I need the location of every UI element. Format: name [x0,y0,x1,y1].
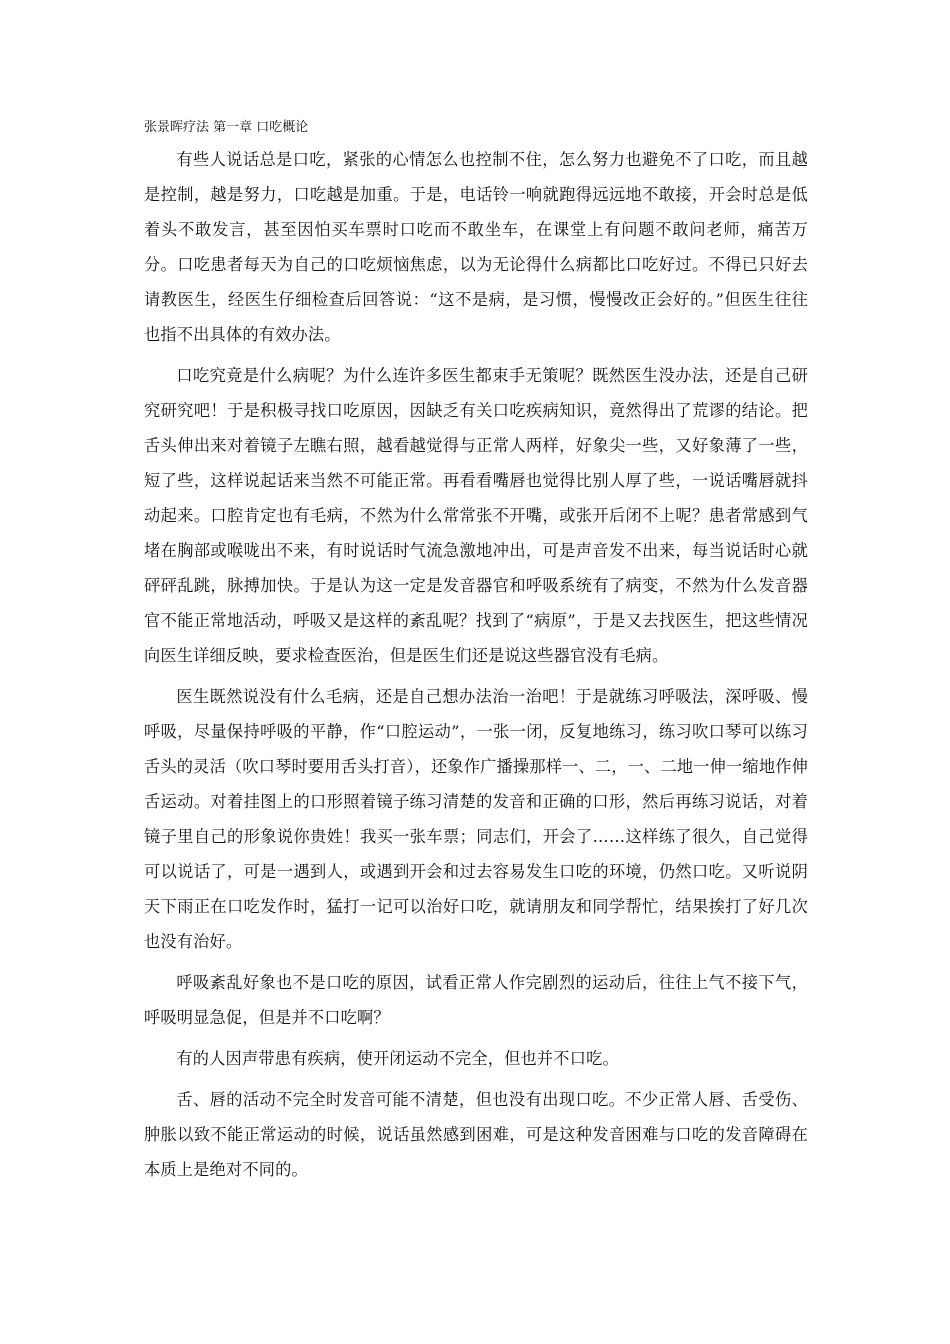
paragraph-6: 舌、唇的活动不完全时发音可能不清楚，但也没有出现口吃。不少正常人唇、舌受伤、肿胀以致不能正常运动的时候，说话虽然感到困难，可是这种发音困难与口吃的发音障碍在本质上是绝对不同的。 [144,1090,808,1179]
paragraph-1: 有些人说话总是口吃，紧张的心情怎么也控制不住，怎么努力也避免不了口吃，而且越是控制，越是努力，口吃越是加重。于是，电话铃一响就跑得远远地不敢接，开会时总是低着头不敢发言，甚至因怕买车票时口吃而不敢坐车，在课堂上有问题不敢问老师，痛苦万分。口吃患者每天为自己的口吃烦恼焦虑，以为无论得什么病都比口吃好过。不得已只好去请教医生，经医生仔细检查后回答说：“这不是病，是习惯，慢慢改正会好的。”但医生往往也指不出具体的有效办法。 [144,150,808,344]
document-body [144,142,808,1193]
paragraph-3: 医生既然说没有什么毛病，还是自己想办法治一治吧！于是就练习呼吸法，深呼吸、慢呼吸，尽量保持呼吸的平静，作“口腔运动”，一张一闭，反复地练习，练习吹口琴可以练习舌头的灵活（吹口琴时要用舌头打音），还象作广播操那样一、二，一、二地一伸一缩地作伸舌运动。对着挂图上的口形照着镜子练习清楚的发音和正确的口形，然后再练习说话，对着镜子里自己的形象说你贵姓！我买一张车票；同志们，开会了……这样练了很久，自己觉得可以说话了，可是一遇到人，或遇到开会和过去容易发生口吃的环境，仍然口吃。又听说阴天下雨正在口吃发作时，猛打一记可以治好口吃，就请朋友和同学帮忙，结果挨打了好几次也没有治好。 [144,687,808,951]
document-title: 张景晖疗法 第一章 口吃概论 [144,120,309,135]
paragraph-2: 口吃究竟是什么病呢？为什么连许多医生都束手无策呢？既然医生没办法，还是自己研究研究吧！于是积极寻找口吃原因，因缺乏有关口吃疾病知识，竟然得出了荒谬的结论。把舌头伸出来对着镜子左瞧右照，越看越觉得与正常人两样，好象尖一些，又好象薄了一些，短了些，这样说起话来当然不可能正常。再看看嘴唇也觉得比别人厚了些，一说话嘴唇就抖动起来。口腔肯定也有毛病，不然为什么常常张不开嘴，或张开后闭不上呢？患者常感到气堵在胸部或喉咙出不来，有时说话时气流急激地冲出，可是声音发不出来，每当说话时心就砰砰乱跳，脉搏加快。于是认为这一定是发音器官和呼吸系统有了病变，不然为什么发音器官不能正常地活动，呼吸又是这样的紊乱呢？找到了“病原”，于是又去找医生，把这些情况向医生详细反映，要求检查医治，但是医生们还是说这些器官没有毛病。 [144,366,808,665]
paragraph-5: 有的人因声带患有疾病，使开闭运动不完全，但也并不口吃。 [176,1049,619,1068]
paragraph-4: 呼吸紊乱好象也不是口吃的原因，试看正常人作完剧烈的运动后，往往上气不接下气，呼吸明显急促，但是并不口吃啊？ [144,973,808,1027]
